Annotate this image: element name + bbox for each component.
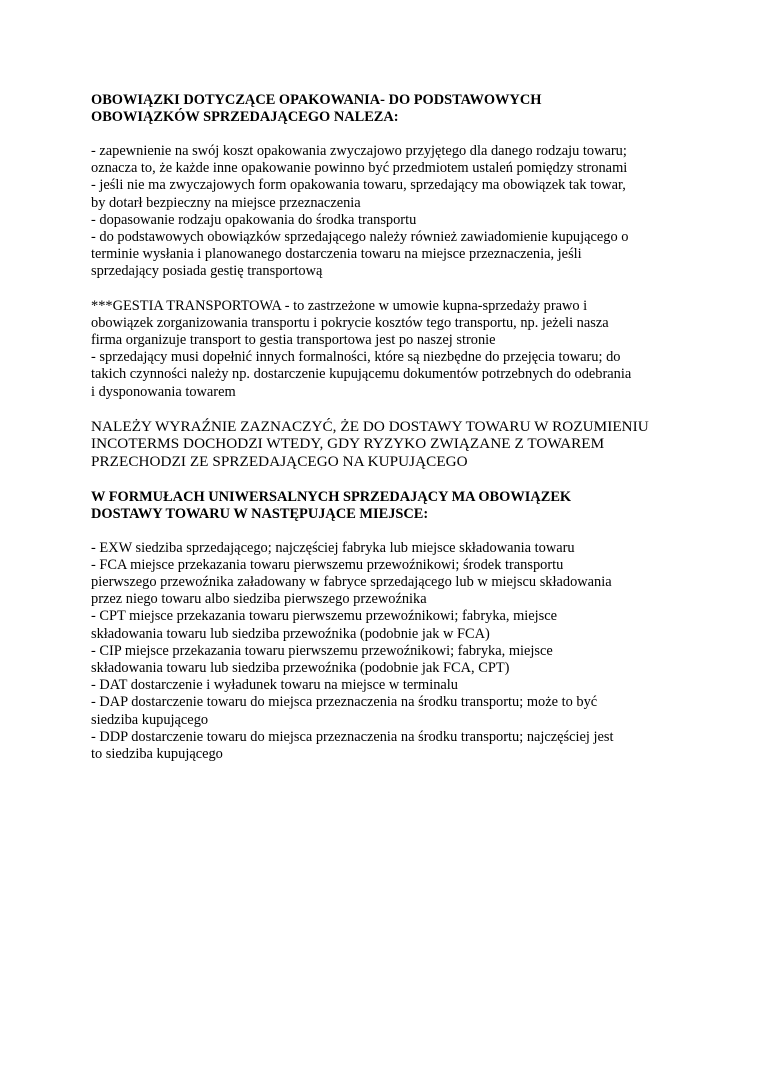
text-line: - CPT miejsce przekazania towaru pierwszemu przewoźnikowi; fabryka, miejsce [91, 608, 558, 625]
text-line: takich czynności należy np. dostarczenie kupującemu dokumentów potrzebnych do odebrania [91, 366, 632, 383]
universal-formulas-heading [91, 489, 681, 523]
text-line: - DAT dostarczenie i wyładunek towaru na miejsce w terminalu [91, 677, 458, 694]
text-line: - jeśli nie ma zwyczajowych form opakowania towaru, sprzedający ma obowiązek tak towar, [91, 177, 626, 194]
text-line: pierwszego przewoźnika załadowany w fabryce sprzedającego lub w miejscu składowania [91, 574, 612, 591]
paragraph-spacer [91, 523, 681, 540]
text-line: składowania towaru lub siedziba przewoźnika (podobnie jak w FCA) [91, 625, 490, 642]
paragraph-spacer [91, 401, 681, 418]
text-line: i dysponowania towarem [91, 383, 236, 400]
text-line: siedziba kupującego [91, 711, 209, 728]
heading-line: OBOWIĄZKÓW SPRZEDAJĄCEGO NALEZA: [91, 109, 399, 125]
paragraph-spacer [91, 126, 681, 143]
text-line: sprzedający posiada gestię transportową [91, 263, 323, 280]
paragraph-spacer [91, 471, 681, 489]
text-line: - do podstawowych obowiązków sprzedającego należy również zawiadomienie kupującego o [91, 229, 629, 246]
text-line: przez niego towaru albo siedziba pierwszego przewoźnika [91, 591, 427, 608]
text-line: ***GESTIA TRANSPORTOWA - to zastrzeżone w umowie kupna-sprzedaży prawo i [91, 297, 588, 314]
text-line: - CIP miejsce przekazania towaru pierwszemu przewoźnikowi; fabryka, miejsce [91, 642, 553, 659]
text-line: składowania towaru lub siedziba przewoźnika (podobnie jak FCA, CPT) [91, 660, 510, 677]
text-line: - DAP dostarczenie towaru do miejsca przeznaczenia na środku transportu; może to być [91, 694, 598, 711]
text-line: to siedziba kupującego [91, 746, 223, 763]
packaging-obligations-heading [91, 92, 681, 126]
packaging-obligations-list [91, 143, 681, 281]
heading-line: DOSTAWY TOWARU W NASTĘPUJĄCE MIEJSCE: [91, 505, 429, 522]
paragraph-spacer [91, 281, 681, 298]
incoterms-delivery-places-list [91, 540, 681, 764]
text-line: terminie wysłania i planowanego dostarczenia towaru na miejsce przeznaczenia, jeśli [91, 246, 582, 263]
text-line: NALEŻY WYRAŹNIE ZAZNACZYĆ, ŻE DO DOSTAWY TOWARU W ROZUMIENIU [91, 417, 649, 435]
heading-line: OBOWIĄZKI DOTYCZĄCE OPAKOWANIA- DO PODSTAWOWYCH [91, 92, 542, 108]
heading-line: W FORMUŁACH UNIWERSALNYCH SPRZEDAJĄCY MA OBOWIĄZEK [91, 488, 572, 505]
text-line: oznacza to, że każde inne opakowanie powinno być przedmiotem ustaleń pomiędzy stronami [91, 160, 628, 177]
text-line: by dotarł bezpieczny na miejsce przeznaczenia [91, 194, 361, 211]
text-line: - DDP dostarczenie towaru do miejsca przeznaczenia na środku transportu; najczęściej jest [91, 728, 614, 745]
text-line: - zapewnienie na swój koszt opakowania zwyczajowo przyjętego dla danego rodzaju towaru; [91, 143, 627, 159]
text-line: - FCA miejsce przekazania towaru pierwszemu przewoźnikowi; środek transportu [91, 556, 564, 573]
text-line: - sprzedający musi dopełnić innych formalności, które są niezbędne do przejęcia towaru; do [91, 349, 621, 366]
text-line: INCOTERMS DOCHODZI WTEDY, GDY RYZYKO ZWIĄZANE Z TOWAREM [91, 435, 605, 453]
incoterms-delivery-note [91, 418, 681, 471]
text-line: firma organizuje transport to gestia transportowa jest po naszej stronie [91, 332, 496, 349]
text-line: - dopasowanie rodzaju opakowania do środka transportu [91, 211, 417, 228]
transport-gestia-paragraph [91, 298, 681, 401]
text-line: PRZECHODZI ZE SPRZEDAJĄCEGO NA KUPUJĄCEGO [91, 453, 468, 471]
document-page [91, 92, 681, 763]
text-line: obowiązek zorganizowania transportu i pokrycie kosztów tego transportu, np. jeżeli nasza [91, 314, 609, 331]
text-line: - EXW siedziba sprzedającego; najczęściej fabryka lub miejsce składowania towaru [91, 539, 575, 556]
